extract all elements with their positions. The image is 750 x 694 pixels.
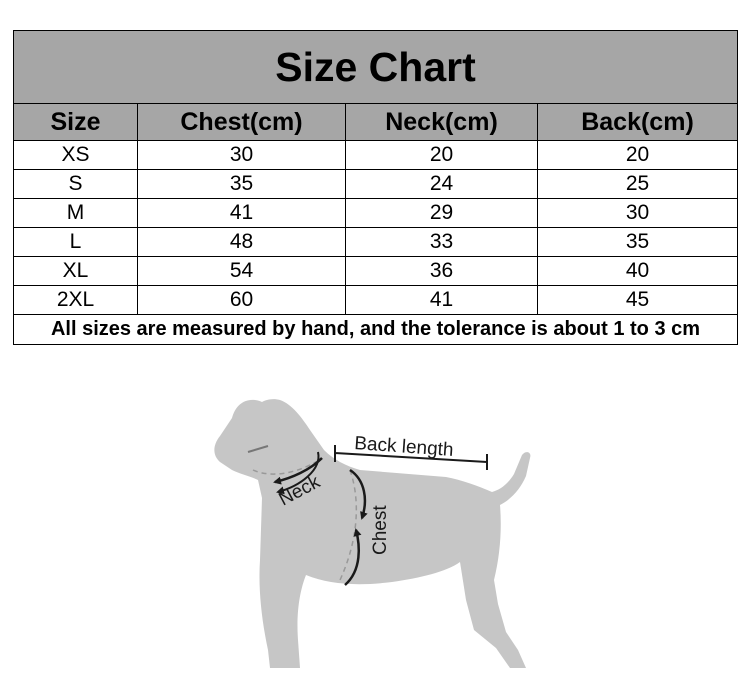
cell-neck: 41 [346, 286, 538, 315]
chest-label: Chest [370, 505, 391, 555]
table-row [14, 141, 738, 170]
cell-back: 35 [538, 228, 738, 257]
header-row [14, 104, 738, 141]
cell-chest: 60 [138, 286, 346, 315]
cell-chest: 30 [138, 141, 346, 170]
cell-back: 30 [538, 199, 738, 228]
neck-label: Neck [275, 471, 324, 511]
cell-back: 25 [538, 170, 738, 199]
header-neck: Neck(cm) [346, 104, 538, 141]
cell-neck: 29 [346, 199, 538, 228]
table-row [14, 257, 738, 286]
table-row [14, 170, 738, 199]
cell-size: L [14, 228, 138, 257]
cell-size: XL [14, 257, 138, 286]
cell-size: XS [14, 141, 138, 170]
cell-neck: 24 [346, 170, 538, 199]
header-back: Back(cm) [538, 104, 738, 141]
table-row [14, 286, 738, 315]
size-chart-table [13, 30, 738, 345]
cell-neck: 36 [346, 257, 538, 286]
back-length-label: Back length [353, 433, 455, 461]
tolerance-note: All sizes are measured by hand, and the tolerance is about 1 to 3 cm [14, 315, 738, 345]
title-row [14, 31, 738, 104]
cell-chest: 35 [138, 170, 346, 199]
cell-neck: 33 [346, 228, 538, 257]
table-row [14, 199, 738, 228]
cell-chest: 48 [138, 228, 346, 257]
cell-size: 2XL [14, 286, 138, 315]
table-row [14, 228, 738, 257]
dog-measurement-diagram [205, 390, 535, 670]
cell-chest: 41 [138, 199, 346, 228]
cell-chest: 54 [138, 257, 346, 286]
cell-back: 45 [538, 286, 738, 315]
cell-back: 20 [538, 141, 738, 170]
cell-size: M [14, 199, 138, 228]
chart-title: Size Chart [14, 31, 738, 104]
header-size: Size [14, 104, 138, 141]
cell-back: 40 [538, 257, 738, 286]
note-row [14, 315, 738, 345]
header-chest: Chest(cm) [138, 104, 346, 141]
cell-neck: 20 [346, 141, 538, 170]
cell-size: S [14, 170, 138, 199]
